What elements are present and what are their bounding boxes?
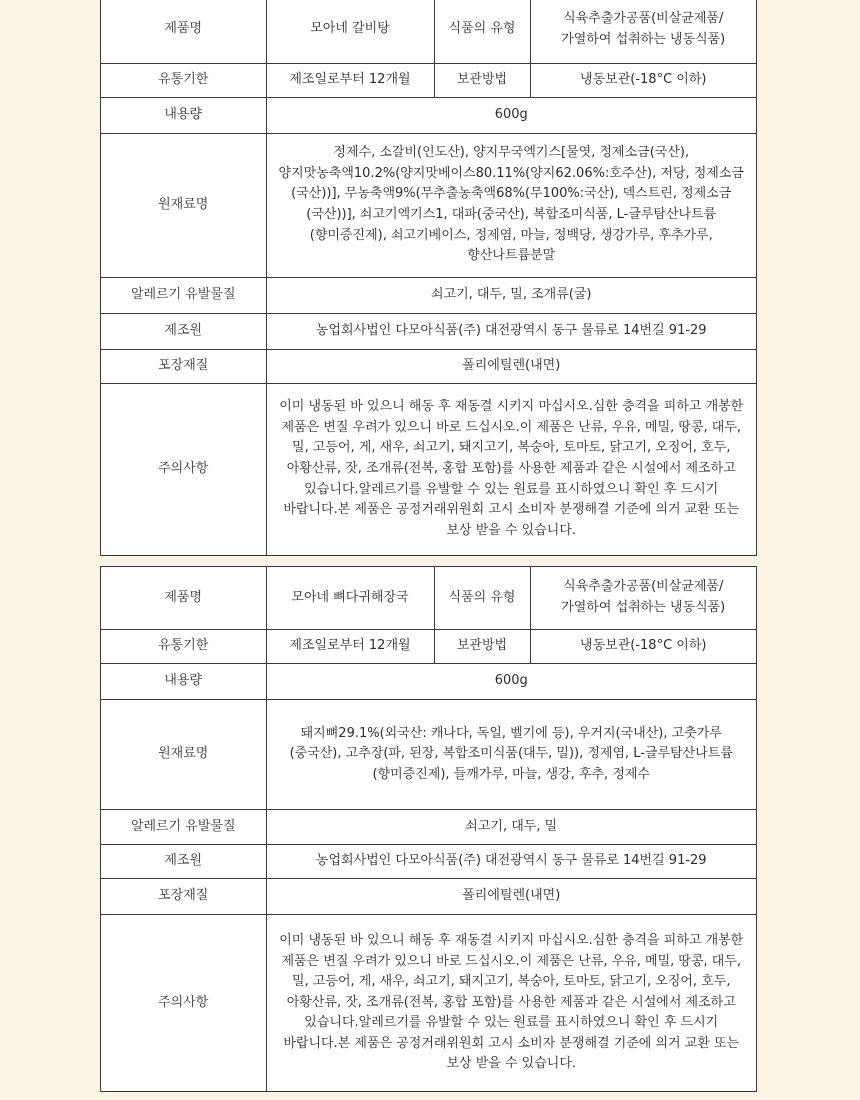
ingredients-label: 원재료명 bbox=[101, 133, 266, 277]
product-info-table bbox=[101, 0, 756, 555]
content-value: 600g bbox=[266, 97, 756, 133]
row-content bbox=[101, 97, 756, 133]
caution-value: 이미 냉동된 바 있으니 해동 후 재동결 시키지 마십시오.심한 충격을 피하고 개봉한 제품은 변질 우려가 있으니 바로 드십시오.이 제품은 난류, 우유, 메밀, 땅콩, 대두, 밀, 고등어, 게, 새우, 쇠고기, 돼지고기, 복숭아, 토마토, 닭고기, 오징어, 호두, 아황산류, 잣, 조개류(전복, 홍합 포함)를 사용한 제품과 같은 시설에서 제조하고 있습니다.알레르기를 유발할 수 있는 원료를 표시하였으니 확인 후 드시기 바랍니다.본 제품은 공정거래위원회 고시 소비자 분쟁해결 기준에 의거 교환 또는 보상 받을 수 있습니다. bbox=[266, 383, 756, 555]
manufacturer-label: 제조원 bbox=[101, 313, 266, 349]
food-type-value: 식육추출가공품(비살균제품/가열하여 섭취하는 냉동식품) bbox=[530, 0, 756, 63]
row-packaging bbox=[101, 349, 756, 383]
content-value: 600g bbox=[266, 663, 756, 699]
product-info-table bbox=[101, 567, 756, 1091]
manufacturer-label: 제조원 bbox=[101, 844, 266, 878]
packaging-value: 폴리에틸렌(내면) bbox=[266, 878, 756, 914]
storage-label: 보관방법 bbox=[434, 63, 530, 97]
shelf-life-value: 제조일로부터 12개월 bbox=[266, 629, 434, 663]
row-caution bbox=[101, 383, 756, 555]
product-name-label: 제품명 bbox=[101, 0, 266, 63]
allergens-label: 알레르기 유발물질 bbox=[101, 810, 266, 844]
product-name-value: 모아네 뼈다귀해장국 bbox=[266, 567, 434, 629]
product-info-card-ppyeodagui bbox=[100, 566, 757, 1092]
content-label: 내용량 bbox=[101, 97, 266, 133]
row-caution bbox=[101, 914, 756, 1091]
row-packaging bbox=[101, 878, 756, 914]
food-type-label: 식품의 유형 bbox=[434, 0, 530, 63]
caution-value: 이미 냉동된 바 있으니 해동 후 재동결 시키지 마십시오.심한 충격을 피하고 개봉한 제품은 변질 우려가 있으니 바로 드십시오.이 제품은 난류, 우유, 메밀, 땅콩, 대두, 밀, 고등어, 게, 새우, 쇠고기, 돼지고기, 복숭아, 토마토, 닭고기, 오징어, 호두, 아황산류, 잣, 조개류(전복, 홍합 포함)를 사용한 제품과 같은 시설에서 제조하고 있습니다.알레르기를 유발할 수 있는 원료를 표시하였으니 확인 후 드시기 바랍니다.본 제품은 공정거래위원회 고시 소비자 분쟁해결 기준에 의거 교환 또는 보상 받을 수 있습니다. bbox=[266, 914, 756, 1091]
row-ingredients bbox=[101, 133, 756, 277]
caution-label: 주의사항 bbox=[101, 383, 266, 555]
ingredients-label: 원재료명 bbox=[101, 699, 266, 809]
ingredients-value: 돼지뼈29.1%(외국산: 캐나다, 독일, 벨기에 등), 우거지(국내산), 고춧가루(중국산), 고추장(파, 된장, 복합조미식품(대두, 밀)), 정제염, L-글루탐산나트륨(향미증진제), 들깨가루, 마늘, 생강, 후추, 정제수 bbox=[266, 699, 756, 809]
row-shelf-life bbox=[101, 629, 756, 663]
row-product-name bbox=[101, 0, 756, 63]
row-manufacturer bbox=[101, 313, 756, 349]
storage-value: 냉동보관(-18°C 이하) bbox=[530, 629, 756, 663]
row-content bbox=[101, 663, 756, 699]
packaging-value: 폴리에틸렌(내면) bbox=[266, 349, 756, 383]
packaging-label: 포장재질 bbox=[101, 878, 266, 914]
allergens-value: 쇠고기, 대두, 밀, 조개류(굴) bbox=[266, 277, 756, 313]
caution-label: 주의사항 bbox=[101, 914, 266, 1091]
manufacturer-value: 농업회사법인 다모아식품(주) 대전광역시 동구 물류로 14번길 91-29 bbox=[266, 844, 756, 878]
shelf-life-label: 유통기한 bbox=[101, 63, 266, 97]
product-name-value: 모아네 갈비탕 bbox=[266, 0, 434, 63]
ingredients-value: 정제수, 소갈비(인도산), 양지무국엑기스[물엿, 정제소금(국산), 양지맛농축액10.2%(양지맛베이스80.11%(양지62.06%:호주산), 저당, 정제소금(국산))], 무농축액9%(무추출농축액68%(무100%:국산), 덱스트린, 정제소금(국산))], 쇠고기엑기스1, 대파(중국산), 복합조미식품, L-글루탐산나트륨(향미증진제), 쇠고기베이스, 정제염, 마늘, 정백당, 생강가루, 후추가루, 향산나트륨분말 bbox=[266, 133, 756, 277]
row-product-name bbox=[101, 567, 756, 629]
allergens-value: 쇠고기, 대두, 밀 bbox=[266, 810, 756, 844]
allergens-label: 알레르기 유발물질 bbox=[101, 277, 266, 313]
shelf-life-value: 제조일로부터 12개월 bbox=[266, 63, 434, 97]
row-ingredients bbox=[101, 699, 756, 809]
row-allergens bbox=[101, 810, 756, 844]
packaging-label: 포장재질 bbox=[101, 349, 266, 383]
shelf-life-label: 유통기한 bbox=[101, 629, 266, 663]
manufacturer-value: 농업회사법인 다모아식품(주) 대전광역시 동구 물류로 14번길 91-29 bbox=[266, 313, 756, 349]
row-allergens bbox=[101, 277, 756, 313]
storage-label: 보관방법 bbox=[434, 629, 530, 663]
row-shelf-life bbox=[101, 63, 756, 97]
product-info-card-galbitang bbox=[100, 0, 757, 556]
content-label: 내용량 bbox=[101, 663, 266, 699]
food-type-label: 식품의 유형 bbox=[434, 567, 530, 629]
storage-value: 냉동보관(-18°C 이하) bbox=[530, 63, 756, 97]
row-manufacturer bbox=[101, 844, 756, 878]
product-name-label: 제품명 bbox=[101, 567, 266, 629]
food-type-value: 식육추출가공품(비살균제품/가열하여 섭취하는 냉동식품) bbox=[530, 567, 756, 629]
